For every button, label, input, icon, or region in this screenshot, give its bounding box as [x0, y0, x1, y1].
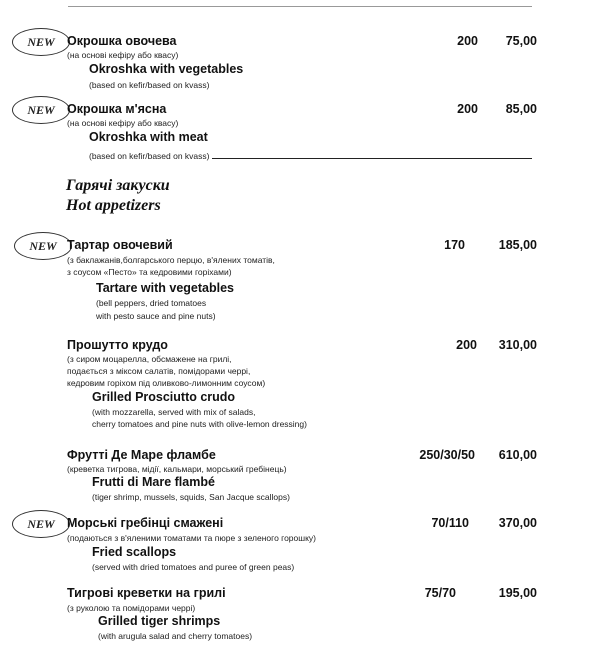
item-description-ua: кедровим горіхом під оливково-лимонним соусом)	[67, 378, 266, 388]
section-heading	[66, 176, 170, 216]
item-price: 310,00	[498, 338, 537, 352]
item-description-en: (bell peppers, dried tomatoes	[96, 298, 207, 308]
item-description-ua: (креветка тигрова, мідії, кальмари, морський гребінець)	[67, 464, 287, 474]
item-name-en: Frutti di Mare flambé	[92, 475, 215, 489]
item-weight: 200	[457, 34, 478, 48]
item-description-ua: (з сиром моцарелла, обсмажене на грилі,	[67, 354, 232, 364]
item-name-ua: Морські гребінці смажені	[67, 516, 224, 530]
item-name-en: Fried scallops	[92, 545, 177, 559]
new-badge: NEW	[12, 510, 70, 538]
item-weight: 70/110	[431, 516, 469, 530]
item-name-en: Grilled Prosciutto crudo	[92, 390, 236, 404]
item-name-en: Grilled tiger shrimps	[98, 614, 221, 628]
item-price: 75,00	[505, 34, 537, 48]
item-price: 610,00	[498, 448, 537, 462]
item-description-en: (served with dried tomatoes and puree of green peas)	[92, 562, 295, 572]
item-weight: 200	[457, 102, 478, 116]
item-description-en: with pesto sauce and pine nuts)	[96, 311, 216, 321]
item-description-ua: (з баклажанів,болгарського перцю, в'ялених томатів,	[67, 255, 275, 265]
item-weight: 250/30/50	[419, 448, 475, 462]
item-price: 85,00	[505, 102, 537, 116]
item-description-ua: (на основі кефіру або квасу)	[67, 118, 179, 128]
section-title-ua: Гарячі закуски	[66, 177, 170, 194]
item-name-en: Okroshka with vegetables	[89, 62, 244, 76]
item-description-ua: (з руколою та помідорами черрі)	[67, 603, 196, 613]
item-description-ua: (подаються з в'яленими томатами та пюре з зеленого горошку)	[67, 533, 316, 543]
item-name-en: Tartare with vegetables	[96, 281, 235, 295]
item-description-en: cherry tomatoes and pine nuts with olive-lemon dressing)	[92, 419, 307, 429]
new-badge: NEW	[12, 96, 70, 124]
underline-rule	[212, 158, 532, 159]
item-weight: 75/70	[424, 586, 456, 600]
item-name-ua: Окрошка овочева	[67, 34, 177, 48]
item-name-ua: Фрутті Де Маре фламбе	[67, 448, 216, 462]
item-description-en: (with mozzarella, served with mix of salads,	[92, 407, 256, 417]
item-description-ua: (на основі кефіру або квасу)	[67, 50, 179, 60]
item-description-en: (based on kefir/based on kvass)	[89, 151, 210, 161]
new-badge: NEW	[14, 232, 72, 260]
item-price: 185,00	[498, 238, 537, 252]
item-weight: 170	[444, 238, 465, 252]
item-description-en: (with arugula salad and cherry tomatoes)	[98, 631, 253, 641]
item-description-ua: з соусом «Песто» та кедровими горіхами)	[67, 267, 232, 277]
top-divider	[68, 6, 532, 7]
item-name-ua: Тигрові креветки на грилі	[67, 586, 226, 600]
new-badge: NEW	[12, 28, 70, 56]
item-name-ua: Прошутто крудо	[67, 338, 168, 352]
item-description-ua: подається з міксом салатів, помідорами черрі,	[67, 366, 251, 376]
section-title-en: Hot appetizers	[66, 197, 161, 214]
item-price: 195,00	[498, 586, 537, 600]
item-weight: 200	[456, 338, 477, 352]
item-price: 370,00	[498, 516, 537, 530]
item-description-en: (based on kefir/based on kvass)	[89, 80, 210, 90]
item-name-ua: Тартар овочевий	[67, 238, 173, 252]
item-name-en: Okroshka with meat	[89, 130, 208, 144]
item-name-ua: Окрошка м'ясна	[67, 102, 167, 116]
item-description-en: (tiger shrimp, mussels, squids, San Jacque scallops)	[92, 492, 290, 502]
